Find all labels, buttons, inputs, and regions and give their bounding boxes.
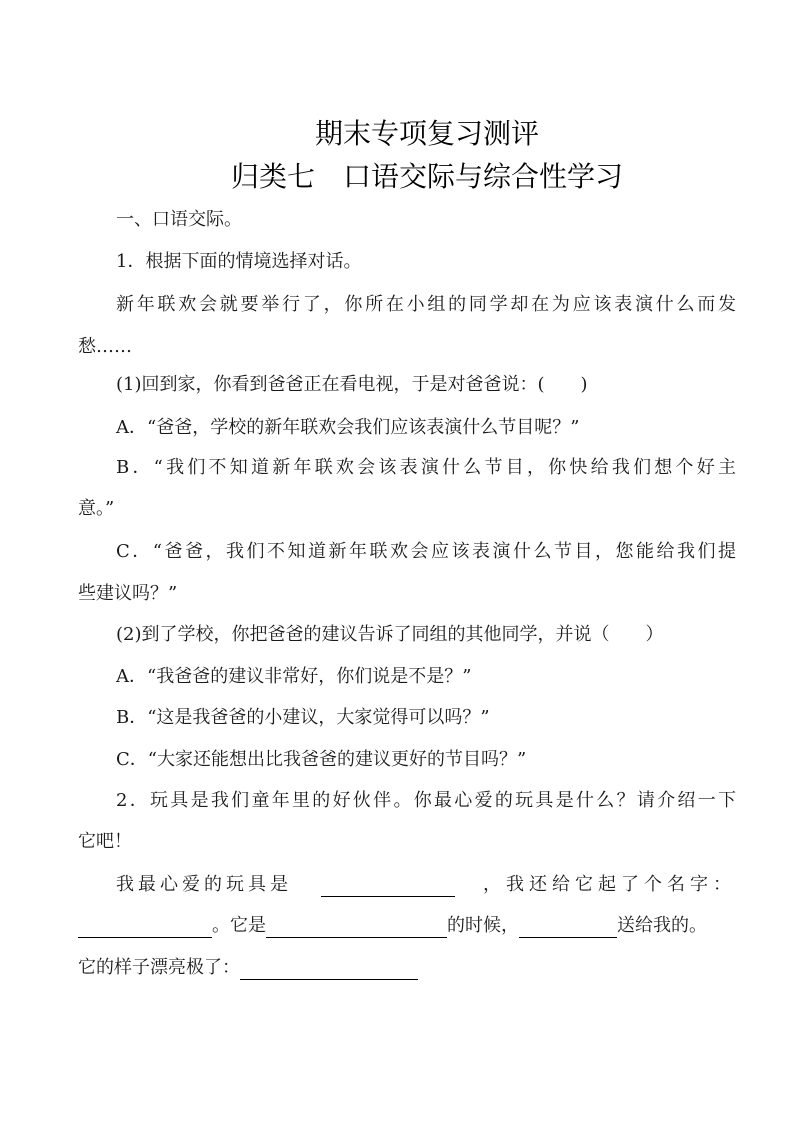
fill-text: 我最心爱的玩具是	[116, 874, 292, 895]
fill-text: 的时候，	[447, 915, 519, 936]
question-1-sub-1-option-b-line-2: 意。”	[78, 498, 115, 519]
answer-blank-when[interactable]	[266, 917, 447, 938]
question-1-sub-2: (2)到了学校，你把爸爸的建议告诉了同组的其他同学，并说（ ）	[116, 624, 664, 645]
section-heading: 一、口语交际。	[116, 209, 242, 230]
question-1-prompt: 1．根据下面的情境选择对话。	[116, 251, 362, 272]
answer-blank-appearance[interactable]	[240, 959, 418, 980]
fill-text: ，我还给它起了个名字：	[483, 874, 736, 895]
question-2-prompt-line-2: 它吧！	[78, 831, 132, 852]
fill-text: 送给我的。	[617, 915, 707, 936]
fill-text: 它的样子漂亮极了：	[78, 957, 240, 978]
question-1-sub-2-option-b: B．“这是我爸爸的小建议，大家觉得可以吗？”	[116, 707, 490, 728]
question-1-sub-2-option-a: A．“我爸爸的建议非常好，你们说是不是？”	[116, 666, 472, 687]
question-1-sub-1-option-b-line-1: B．“我们不知道新年联欢会该表演什么节目，你快给我们想个好主	[116, 457, 736, 478]
question-2-fill-line-2	[78, 914, 736, 938]
answer-blank-who[interactable]	[519, 917, 617, 938]
question-2-fill-line-1	[116, 873, 736, 897]
question-1-sub-1-option-c-line-1: C．“爸爸，我们不知道新年联欢会应该表演什么节目，您能给我们提	[116, 541, 736, 562]
answer-blank-name[interactable]	[78, 917, 212, 938]
question-1-scenario-line-1: 新年联欢会就要举行了，你所在小组的同学却在为应该表演什么而发	[116, 294, 736, 315]
question-1-sub-1-option-a: A．“爸爸，学校的新年联欢会我们应该表演什么节目呢？”	[116, 417, 580, 438]
page-subtitle: 归类七 口语交际与综合性学习	[230, 160, 623, 193]
page-title: 期末专项复习测评	[314, 117, 539, 150]
fill-text: 。它是	[212, 915, 266, 936]
question-1-sub-1-option-c-line-2: 些建议吗？”	[78, 583, 178, 604]
question-2-prompt-line-1: 2．玩具是我们童年里的好伙伴。你最心爱的玩具是什么？请介绍一下	[116, 790, 736, 811]
answer-blank-toy[interactable]	[321, 876, 455, 897]
question-1-sub-1: (1)回到家，你看到爸爸正在看电视，于是对爸爸说：( )	[116, 374, 588, 395]
question-2-fill-line-3	[78, 956, 736, 980]
question-1-scenario-line-2: 愁……	[78, 336, 132, 357]
question-1-sub-2-option-c: C．“大家还能想出比我爸爸的建议更好的节目吗？”	[116, 749, 527, 770]
